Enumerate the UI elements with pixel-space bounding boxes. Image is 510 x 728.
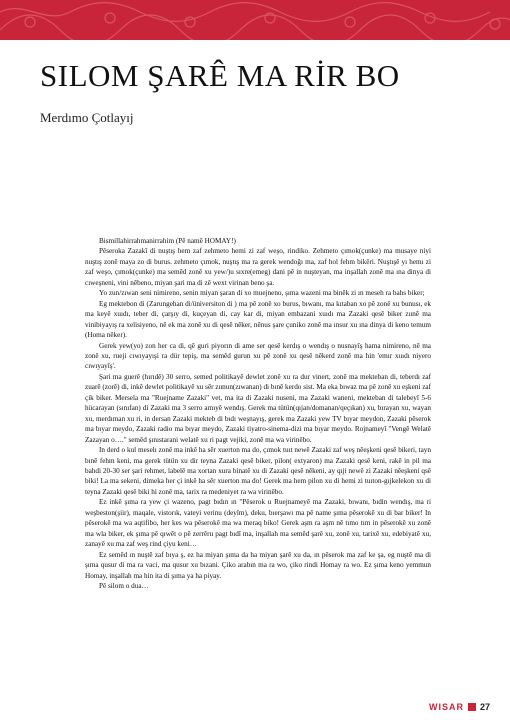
- paragraph: In derd o kul meselı zonê ma inkê ha sêr xuerton ma do, çımok tuıt newê Zazaki zaf weş nêeşkeni qesê bikeri, tayn bınê fehm keni, ma gerek tütün xu dir teyna Zazaki qesê biker, pilon( extyaron) ma Zazaki qesê keni, rakê in pil ma bahdi 20-30 ser şari rehmet, labelê ma xortan xura binatê xu di Zazaki qesê nêkeni, ay qıji newê zi Zazaki nêeşkeni qsê biki! La ma sekeni, dimeka her çi inkê ha sêr xuerton ma do! Gerek ma hem pilon xu di hemi zi tuıton-gıjkelekon xu di teyna Zazaki qesê biki hi zonê ma, tarix ra medeniyet ra wa virinêbo.: [85, 446, 431, 496]
- paragraph: Ez semêd ın nuştê zaf bıya ş, ez ha miyan şıma da ha miyan şarê xu da, ın pêserok ma zaf ke şa, eg nuştê ma di şıma qusur di ma ra vaci, ma qusur xu bızani. Çiko arabın ma ra wo, çiko rindi Homay ra wo. Ez şıma keno yemmun Homay, inşallah ma hin ita di şıma ya ha piyay.: [85, 550, 431, 580]
- floral-pattern-icon: [0, 0, 510, 40]
- article-title: SILOM ŞARÊ MA RİR BO: [40, 58, 400, 93]
- paragraph: Şari ma guerê (hırıdê) 30 serro, semed politikayê dewlet zonê xu ra dur vinert, zonê ma mekteban di, teberdı zaf zuarê (zorê) di, inkê dewlet politikayê xu sêr zunun(zıwanan) di bınê kerdo sist. Ma eka bıwaz ma pê zonê xu eşkeni zaf çik biker. Mersela ma "Ruejname Zazaki" vet, ma ita di Zazaki nuseni, ma Zazaki waneni, mekteban di talebeyî 5-6 hücarayan (sınıfan) di Zazaki ma 3 serro amıyê wendış. Gerek ma tütün(qıjan/domanan/qeçıkan) xu, bırayan xu, wayan xu, merdıman xu ri, in dersan Zazaki mekteb di bıdı weşnayış, gerek ma Zazaki yew TV bıyar meydon, Zazaki pêserok ma bıyar meydo, Zazaki radio ma bıyar meydo, Zazaki tiyatro-sinema-dizi ma bıyar meydo. Rojnameyî "Vengê Welatê Zazayan o…." semêd şınıstarani welatê xu ri pagt vejiki, zonê ma wa virinêbo.: [85, 372, 431, 444]
- page-footer: [429, 702, 490, 712]
- square-icon: [468, 703, 476, 711]
- paragraph: Eg mektebon di (Zarungehan di/üniversiton di ) ma pê zonê xo burus, bıwanı, ma kıtaban xo pê zonê xu bunusı, ek ma keyê xuıdı, teber di, çarşıy di, kuçeyan di, cay kar di, miyan embazani xuıdı ma Zazaki qesê biker zunê ma vinibiyayış ra xelisiyeno, nê ek ma zonê xu di qesê nêker, nênus şare çuniko zonê ma ınsur xu ına dinya di keno temum (Homa nêker).: [85, 299, 431, 340]
- paragraph: Ez inkê şıma ra yew çi wazeno, pagt bıdın ın "Pêserok u Ruejnameyê ma Zazaki, bıwanı, bıdin wendış, ma ri weşbeston(şiir), maqale, vistorık, vateyi verinu (deyîm), deku, bıerşawı ma pê name şıma pêserokê xu di bar biker! In pêserokê ma wa aqtifibo, her kes wa pêserokê ma wa meraq biko! Gerek aşm ra aşm nê tımo tım in pêserokê xu zonê ma wla biker, ek şıma pê qıwêt o pê zerrêru pagt bıdî ma, inşallah ma semêd şarê xu, zonê xu, tarixê xu, edebiyatê xu, zanayê xu ma zaf weş rind çiyu keni…: [85, 498, 431, 549]
- decorative-header-band: [0, 0, 510, 40]
- magazine-name: WISAR: [428, 702, 464, 712]
- article-body: [85, 236, 431, 591]
- paragraph: Gerek yew(yo) zon her ca di, qê guri piyorın di ame ser qesê kerdış o wendış o nusnayîş hama nimireno, nê ma zonê xu, rueji cıwıyayışi ra dür tepiş, ma semêd gurun xu pê zonê xu qesê nêkerd zonê ma hin 'emır xuıdı niyero cıwıyayîş'.: [85, 341, 431, 371]
- paragraph: Bismillahirrahmanirrahim (Pê namê HOMAY!): [99, 237, 236, 245]
- paragraph: Yo zun/zıwan seni nimireno, senin miyan şaran di xo muejneno, şıma wazeni ma binêk zi ın meseh ra bahs biker;: [99, 289, 425, 298]
- article-author: Merdımo Çotlayıj: [40, 110, 134, 125]
- paragraph: Pê silom o dua…: [99, 581, 149, 590]
- paragraph: Pêseroka Zazakî di nuştış hem zaf zehmeto hemi zi zaf weşo, rindiko. Zehmeto çımok(çunke) ma musaye niyi nuştış zonê maya zo di burus. zehmeto çımok, nuştış ma ra gerek wendoğı ma, zaf hol fehm bikêri. Nuştışê yı hemı zi zaf weşo, çımok(çunke) ma semêd zonê xu yew/)u sıxre(emeg) dani pê in nuşteyan, ma inşallah zonê ma ına dinya di cıweşneni, vini nêbeno, miyan şari ma di zê wext virinan beno şa.: [85, 247, 431, 287]
- page-number: 27: [479, 702, 490, 712]
